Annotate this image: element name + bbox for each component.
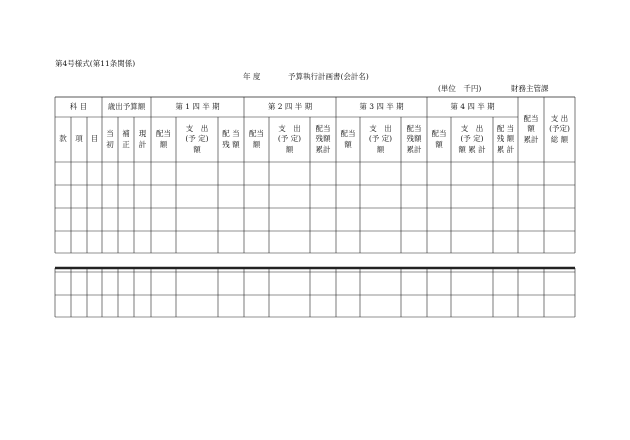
- q1-remain: 配 当 残 額: [222, 129, 240, 149]
- header-total-spend: 支 出 (予定) 総 額: [549, 114, 570, 144]
- form-number: 第4号様式(第11条関係): [55, 59, 136, 68]
- q1-alloc: 配当 額: [156, 129, 171, 149]
- header-total-alloc: 配当 額 累計: [523, 114, 539, 144]
- header-budget: 歳出予算額: [107, 101, 146, 111]
- unit-label: (単位 千円): [438, 84, 482, 93]
- q2-spend: 支 出 (予 定) 額: [277, 124, 302, 154]
- department-label: 財務主管課: [511, 84, 549, 93]
- header-tousho: 当 初: [106, 129, 114, 149]
- header-kan: 款: [59, 134, 67, 144]
- q4-remain: 配 当 残 額 累 計: [496, 124, 515, 154]
- q4-alloc: 配当 額: [431, 129, 447, 149]
- q3-remain: 配当 残額 累計: [406, 124, 422, 154]
- header-q3: 第 3 四 半 期: [359, 101, 404, 111]
- header-q1: 第 1 四 半 期: [175, 101, 220, 111]
- header-hosei: 補 正: [122, 129, 130, 149]
- q3-spend: 支 出 (予 定) 額: [368, 124, 393, 154]
- header-genkei: 現 計: [138, 129, 147, 149]
- header-moku: 目: [90, 134, 99, 144]
- header-kamoku: 科 目: [69, 101, 88, 111]
- header-q4: 第 4 四 半 期: [450, 101, 495, 111]
- fiscal-year-label: 年 度: [243, 72, 261, 81]
- q4-spend: 支 出 (予 定) 額 累 計: [458, 124, 486, 154]
- header-kou: 項: [75, 134, 83, 144]
- header-q2: 第 2 四 半 期: [267, 101, 313, 111]
- q2-alloc: 配当 額: [249, 129, 264, 149]
- q3-alloc: 配当 額: [340, 129, 356, 149]
- q2-remain: 配当 残額 累計: [315, 124, 331, 154]
- q1-spend: 支 出 (予 定) 額: [185, 124, 209, 154]
- document-title: 予算執行計画書(会計名): [288, 72, 369, 81]
